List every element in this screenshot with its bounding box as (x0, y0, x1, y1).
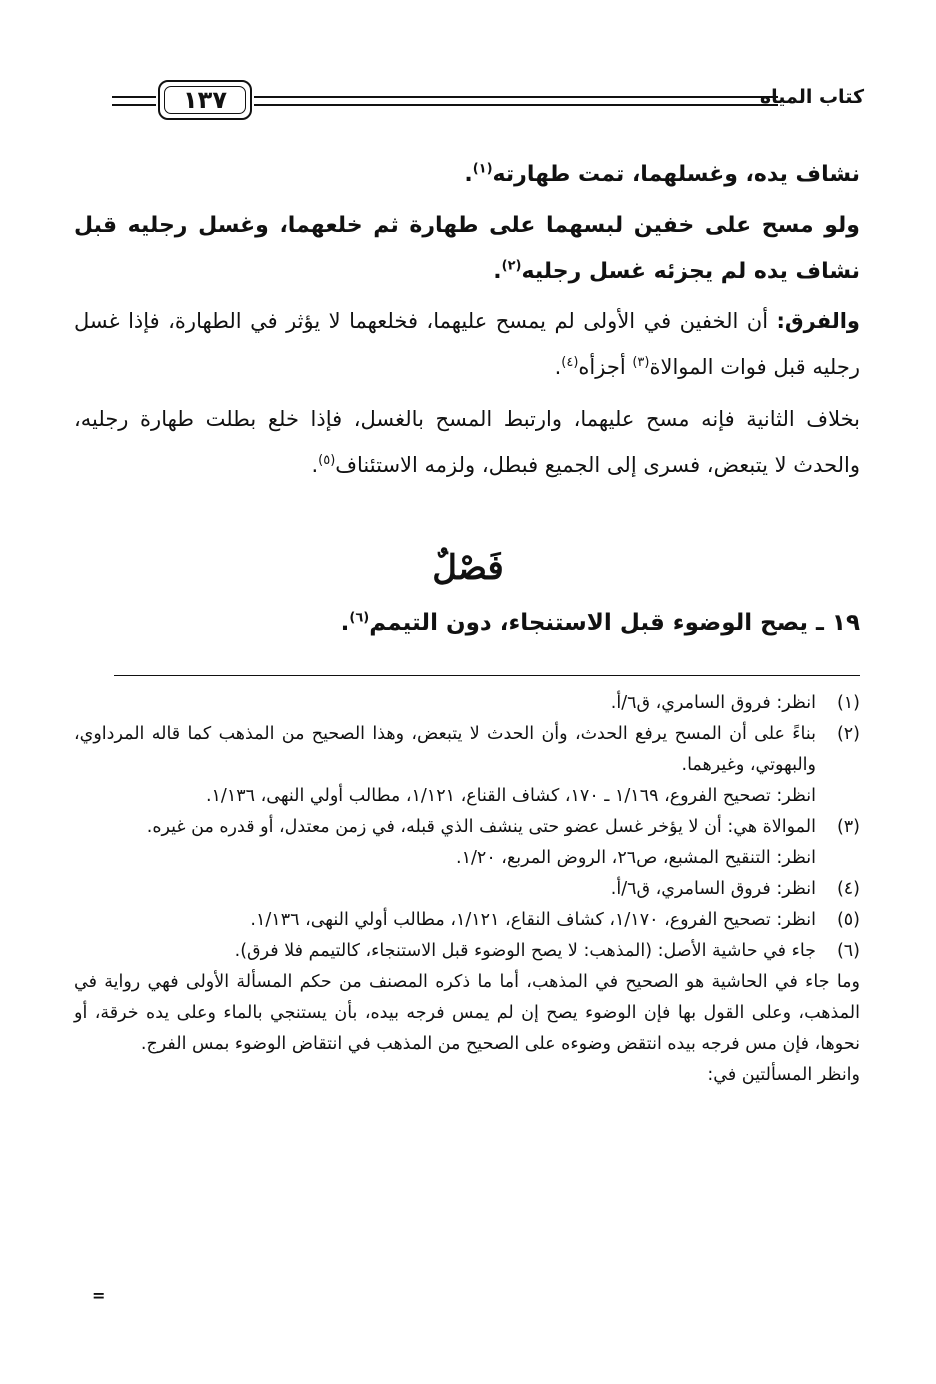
footnote-6-continuation: وما جاء في الحاشية هو الصحيح في المذهب، أما ما ذكره المصنف من حكم المسألة الأولى فهي رواية في المذهب، وعلى القول بها فإن الوضوء يصح إن لم يمس فرجه بيده، بأن يستنجي بالماء وعلى يده خرقة، أو نحوها، فإن مس فرجه بيده انتقض وضوءه على الصحيح من المذهب في انتقاض الوضوء بمس الفرج. (74, 972, 860, 1054)
footnote-text: انظر: فروق السامري، ق٦/أ. (610, 879, 816, 899)
footnote-text: جاء في حاشية الأصل: (المذهب: لا يصح الوضوء قبل الاستنجاء، كالتيمم فلا فرق). (234, 941, 816, 961)
footnote-ref-5: (٥) (318, 453, 336, 468)
footnote-ref-2: (٢) (501, 258, 522, 274)
footnote-3 (74, 812, 860, 874)
margin-mark: = (92, 1286, 106, 1305)
footnote-number: (٤) (836, 879, 860, 899)
footnotes (74, 688, 860, 1091)
period: . (340, 610, 350, 636)
footnote-2 (74, 719, 860, 812)
footnote-continuation: انظر: التنقيح المشبع، ص٢٦، الروض المربع، ١/٢٠. (456, 848, 816, 868)
footnote-number: (٦) (836, 941, 860, 961)
period: . (493, 259, 502, 284)
footnote-ref-3: (٣) (632, 355, 650, 370)
item-heading-text: ١٩ ـ يصح الوضوء قبل الاستنجاء، دون التيمم (369, 610, 860, 636)
footnote-number: (٢) (836, 724, 860, 744)
footnote-ref-4: (٤) (561, 355, 579, 370)
paragraph-4-text: بخلاف الثانية فإنه مسح عليهما، وارتبط المسح بالغسل، فإذا خلع بطلت طهارة رجليه، والحدث لا يتبعض، فسرى إلى الجميع فبطل، ولزمه الاستئناف (74, 407, 860, 477)
footnote-number: (١) (836, 693, 860, 713)
page-number (158, 80, 252, 120)
paragraph-4 (74, 396, 860, 488)
footnote-text: انظر: تصحيح الفروع، ١/١٧٠، كشاف النقاع، ١/١٢١، مطالب أولي النهى، ١/١٣٦. (250, 910, 816, 930)
section-heading: فَصْلٌ (432, 548, 504, 588)
footnote-number: (٣) (836, 817, 860, 837)
header-rule-left (112, 96, 156, 106)
footnote-ref-6: (٦) (349, 610, 370, 626)
paragraph-2-text: ولو مسح على خفين لبسهما على طهارة ثم خلعهما، وغسل رجليه قبل نشاف يده لم يجزئه غسل رجليه (74, 213, 860, 284)
paragraph-3 (74, 298, 860, 390)
paragraph-3-lead: والفرق: (776, 309, 860, 333)
footnote-5 (74, 905, 860, 936)
period: . (311, 453, 319, 477)
footnote-text: الموالاة هي: أن لا يؤخر غسل عضو حتى ينشف الذي قبله، في زمن معتدل، أو قدره من غيره. (146, 817, 816, 837)
footnote-1 (74, 688, 860, 719)
footnote-4 (74, 874, 860, 905)
footnote-6-continuation-2: وانظر المسألتين في: (707, 1065, 860, 1085)
paragraph-1 (74, 152, 860, 198)
paragraph-1-text: نشاف يده، وغسلهما، تمت طهارته (492, 162, 860, 187)
item-heading (74, 600, 860, 646)
footnote-text: انظر: فروق السامري، ق٦/أ. (610, 693, 816, 713)
footnote-ref-1: (١) (472, 161, 493, 177)
page-header (112, 76, 864, 136)
page-number-text: ١٣٧ (183, 86, 227, 114)
period: . (554, 355, 562, 379)
footnote-number: (٥) (836, 910, 860, 930)
footnote-6 (74, 936, 860, 967)
paragraph-2 (74, 203, 860, 295)
header-title: كتاب المياه (759, 86, 864, 108)
footnote-separator (114, 675, 860, 676)
paragraph-3-text-a: أن الخفين في الأولى لم يمسح عليهما، فخلعهما لا يؤثر في الطهارة، فإذا غسل رجليه قبل فوات الموالاة (74, 309, 860, 379)
paragraph-3-text-b: أجزأه (578, 355, 633, 379)
period: . (464, 162, 473, 187)
footnote-text: بناءً على أن المسح يرفع الحدث، وأن الحدث لا يتبعض، وهذا الصحيح من المذهب كما قاله المرداوي، والبهوتي، وغيرهما. (74, 724, 816, 775)
footnote-continuation: انظر: تصحيح الفروع، ١/١٦٩ ـ ١٧٠، كشاف القناع، ١/١٢١، مطالب أولي النهى، ١/١٣٦. (205, 786, 816, 806)
header-rule-right (254, 96, 778, 106)
